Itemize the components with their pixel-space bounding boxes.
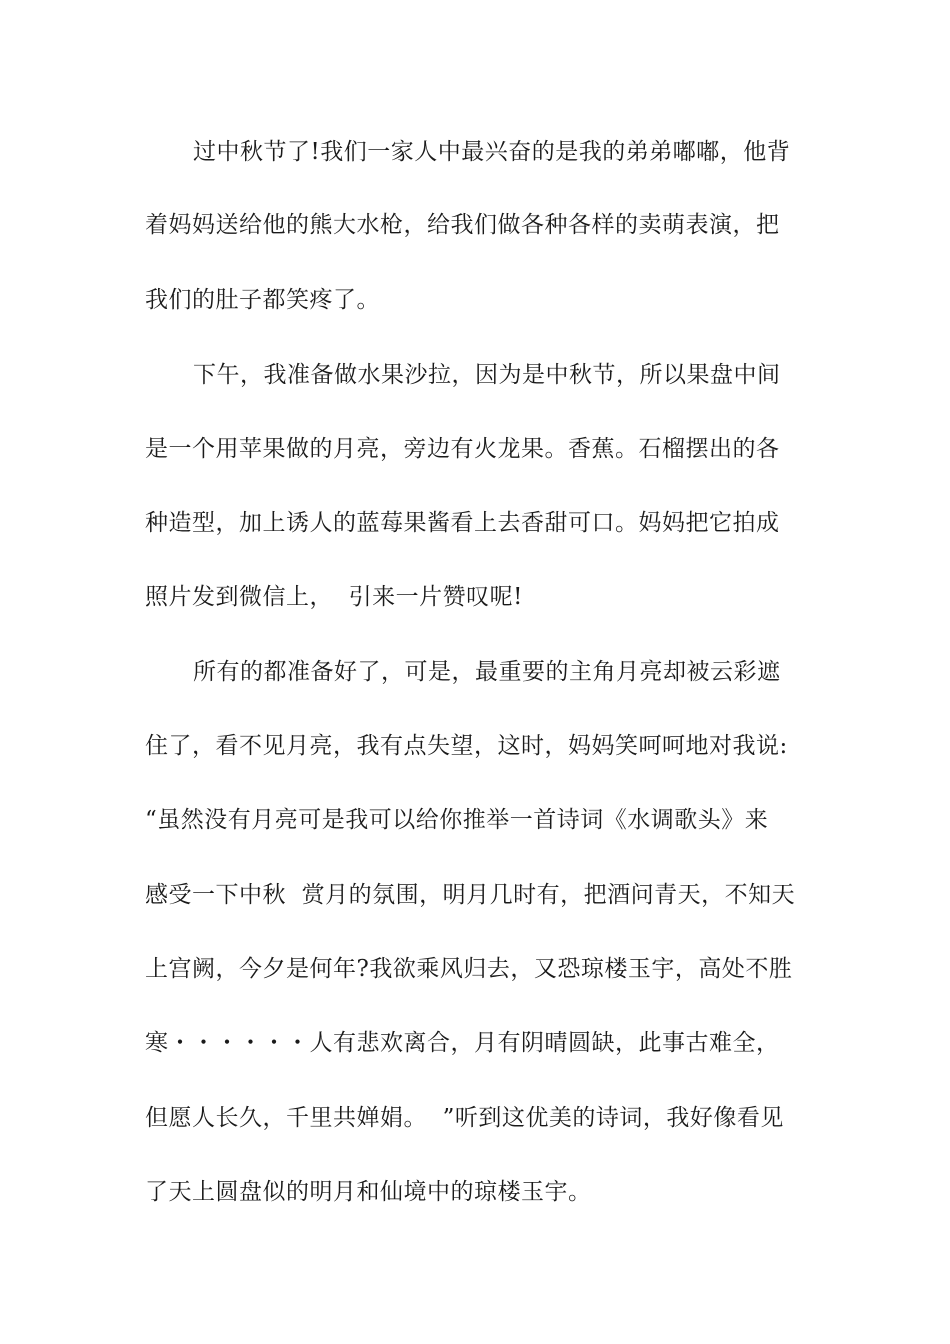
paragraph-1-line-3: 我们的肚子都笑疼了。 (145, 287, 380, 313)
paragraph-1-line-1: 过中秋节了!我们一家人中最兴奋的是我的弟弟嘟嘟，他背 (193, 139, 791, 165)
paragraph-2-line-3: 种造型，加上诱人的蓝莓果酱看上去香甜可口。妈妈把它拍成 (145, 510, 780, 536)
paragraph-3-line-4: 感受一下中秋 赏月的氛围，明月几时有，把酒问青天，不知天 (145, 882, 796, 908)
paragraph-3-line-8: 了天上圆盘似的明月和仙境中的琼楼玉宇。 (145, 1179, 592, 1205)
paragraph-2-line-1: 下午，我准备做水果沙拉，因为是中秋节，所以果盘中间 (193, 362, 781, 388)
paragraph-3-line-7: 但愿人长久，千里共婵娟。 ”听到这优美的诗词，我好像看见 (145, 1105, 784, 1131)
paragraph-3-line-1: 所有的都准备好了，可是，最重要的主角月亮却被云彩遮 (193, 659, 781, 685)
paragraph-3-line-5: 上宫阙，今夕是何年?我欲乘风归去，又恐琼楼玉宇，高处不胜 (145, 956, 793, 982)
paragraph-3-line-3: “虽然没有月亮可是我可以给你推举一首诗词《水调歌头》来 (145, 807, 769, 833)
paragraph-3-line-2: 住了，看不见月亮，我有点失望，这时，妈妈笑呵呵地对我说: (145, 733, 788, 759)
paragraph-1-line-2: 着妈妈送给他的熊大水枪，给我们做各种各样的卖萌表演，把 (145, 212, 780, 238)
paragraph-2-line-2: 是一个用苹果做的月亮，旁边有火龙果。香蕉。石榴摆出的各 (145, 436, 780, 462)
paragraph-3-line-6: 寒・・・・・・人有悲欢离合，月有阴晴圆缺，此事古难全， (145, 1030, 780, 1056)
paragraph-2-line-4: 照片发到微信上， 引来一片赞叹呢! (145, 584, 523, 610)
